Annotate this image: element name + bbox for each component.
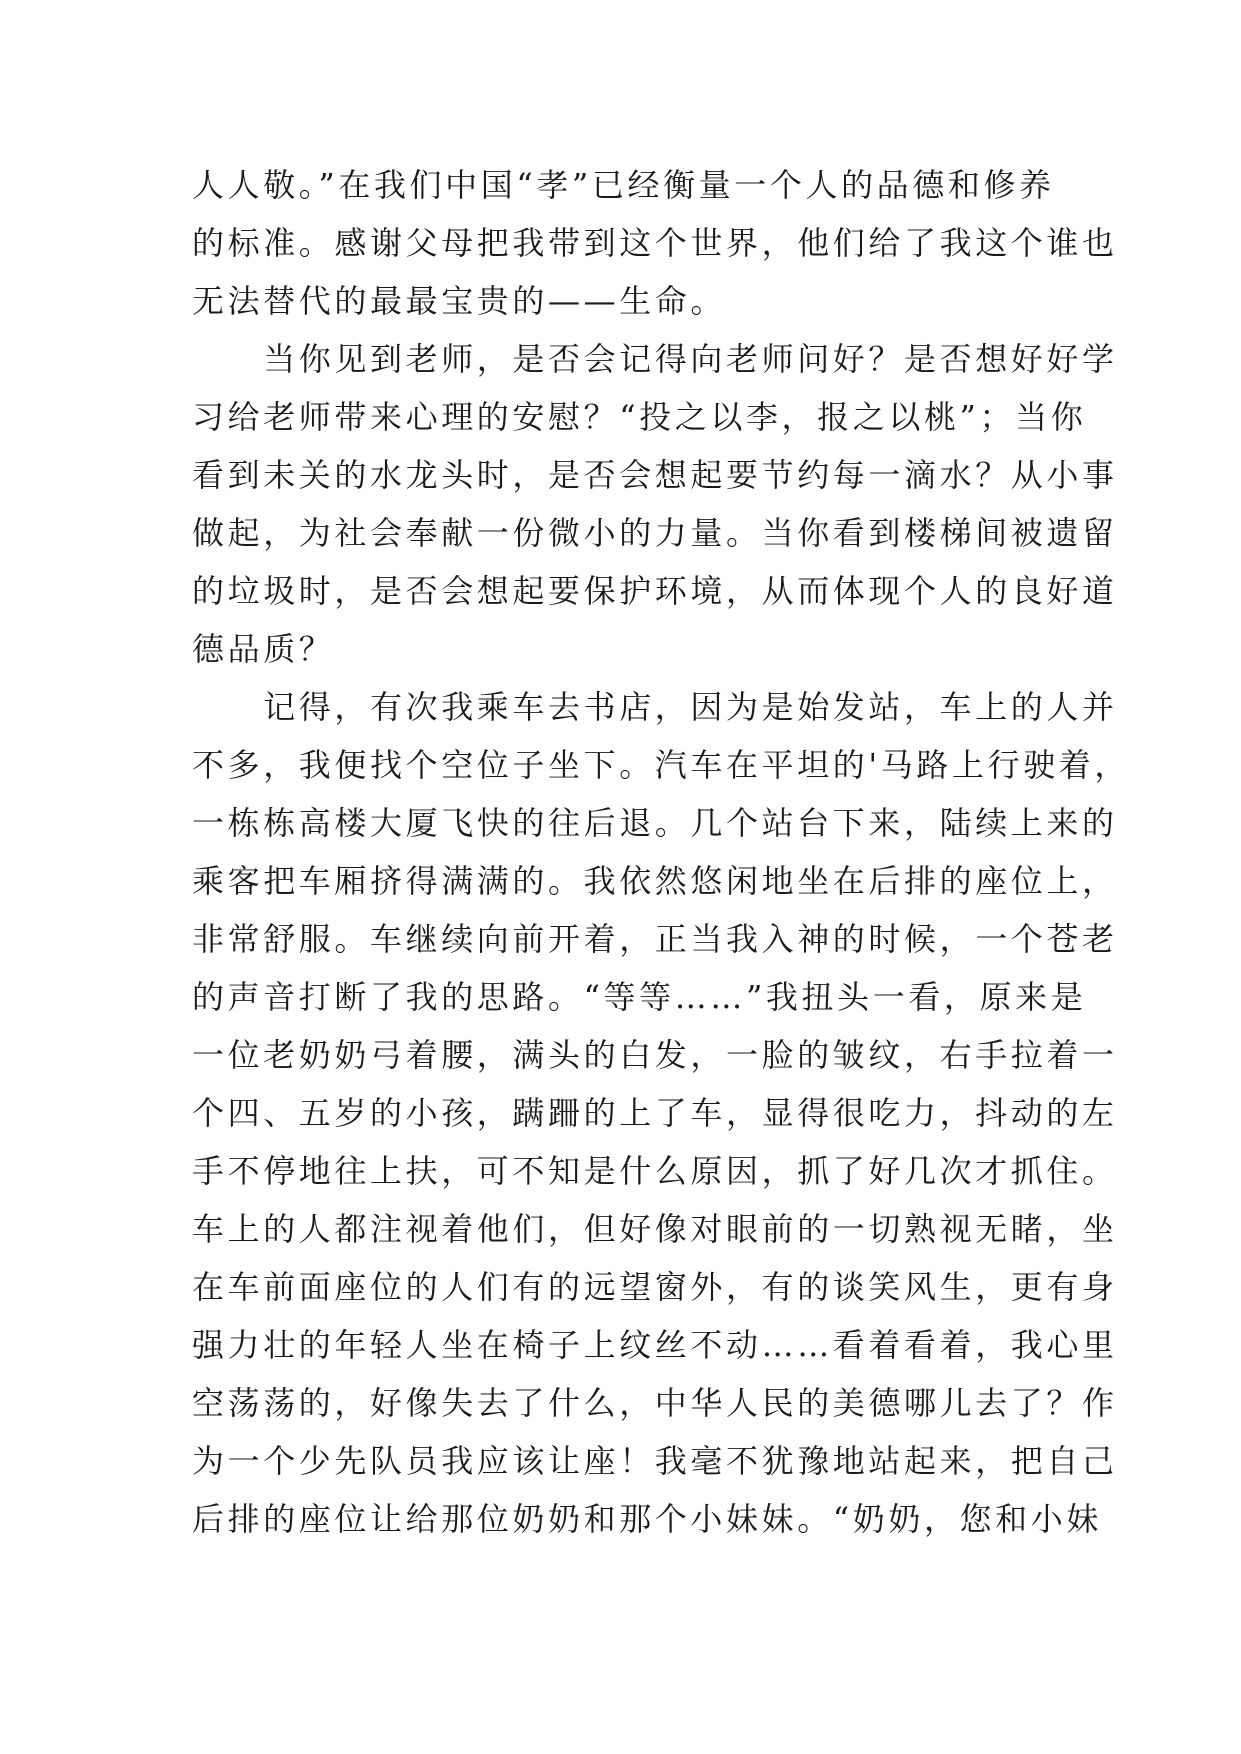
text-line: 为一个少先队员我应该让座！我毫不犹豫地站起来，把自己 (192, 1442, 1118, 1480)
body-text (192, 156, 1130, 1548)
text-line: 乘客把车厢挤得满满的。我依然悠闲地坐在后排的座位上， (192, 862, 1118, 900)
text-line: 看到未关的水龙头时，是否会想起要节约每一滴水？从小事 (192, 456, 1118, 494)
text-line: 强力壮的年轻人坐在椅子上纹丝不动……看着看着，我心里 (192, 1326, 1118, 1364)
text-line: 一栋栋高楼大厦飞快的往后退。几个站台下来，陆续上来的 (192, 804, 1118, 842)
paragraph-1 (192, 156, 1118, 330)
text-line: 一位老奶奶弓着腰，满头的白发，一脸的皱纹，右手拉着一 (192, 1036, 1118, 1074)
text-line: 人人敬。”在我们中国“孝”已经衡量一个人的品德和修养 (192, 166, 1055, 204)
text-line: 非常舒服。车继续向前开着，正当我入神的时候，一个苍老 (192, 920, 1118, 958)
text-line: 个四、五岁的小孩，蹒跚的上了车，显得很吃力，抖动的左 (192, 1094, 1118, 1132)
text-line: 后排的座位让给那位奶奶和那个小妹妹。“奶奶，您和小妹 (192, 1500, 1102, 1538)
text-line: 空荡荡的，好像失去了什么，中华人民的美德哪儿去了？作 (192, 1384, 1118, 1422)
text-line: 不多，我便找个空位子坐下。汽车在平坦的'马路上行驶着， (192, 746, 1130, 784)
text-line: 做起，为社会奉献一份微小的力量。当你看到楼梯间被遗留 (192, 514, 1118, 552)
text-line: 无法替代的最最宝贵的——生命。 (192, 282, 727, 320)
paragraph-3 (192, 678, 1130, 1548)
text-line: 当你见到老师，是否会记得向老师问好？是否想好好学 (192, 340, 1118, 378)
text-line: 车上的人都注视着他们，但好像对眼前的一切熟视无睹，坐 (192, 1210, 1118, 1248)
text-line: 的声音打断了我的思路。“等等……”我扭头一看，原来是 (192, 978, 1087, 1016)
text-line: 的垃圾时，是否会想起要保护环境，从而体现个人的良好道 (192, 572, 1118, 610)
text-line: 手不停地往上扶，可不知是什么原因，抓了好几次才抓住。 (192, 1152, 1118, 1190)
text-line: 记得，有次我乘车去书店，因为是始发站，车上的人并 (192, 688, 1118, 726)
text-line: 在车前面座位的人们有的远望窗外，有的谈笑风生，更有身 (192, 1268, 1118, 1306)
text-line: 习给老师带来心理的安慰？“投之以李，报之以桃”；当你 (192, 398, 1087, 436)
paragraph-2 (192, 330, 1118, 678)
text-line: 的标准。感谢父母把我带到这个世界，他们给了我这个谁也 (192, 224, 1118, 262)
text-line: 德品质？ (192, 630, 335, 668)
